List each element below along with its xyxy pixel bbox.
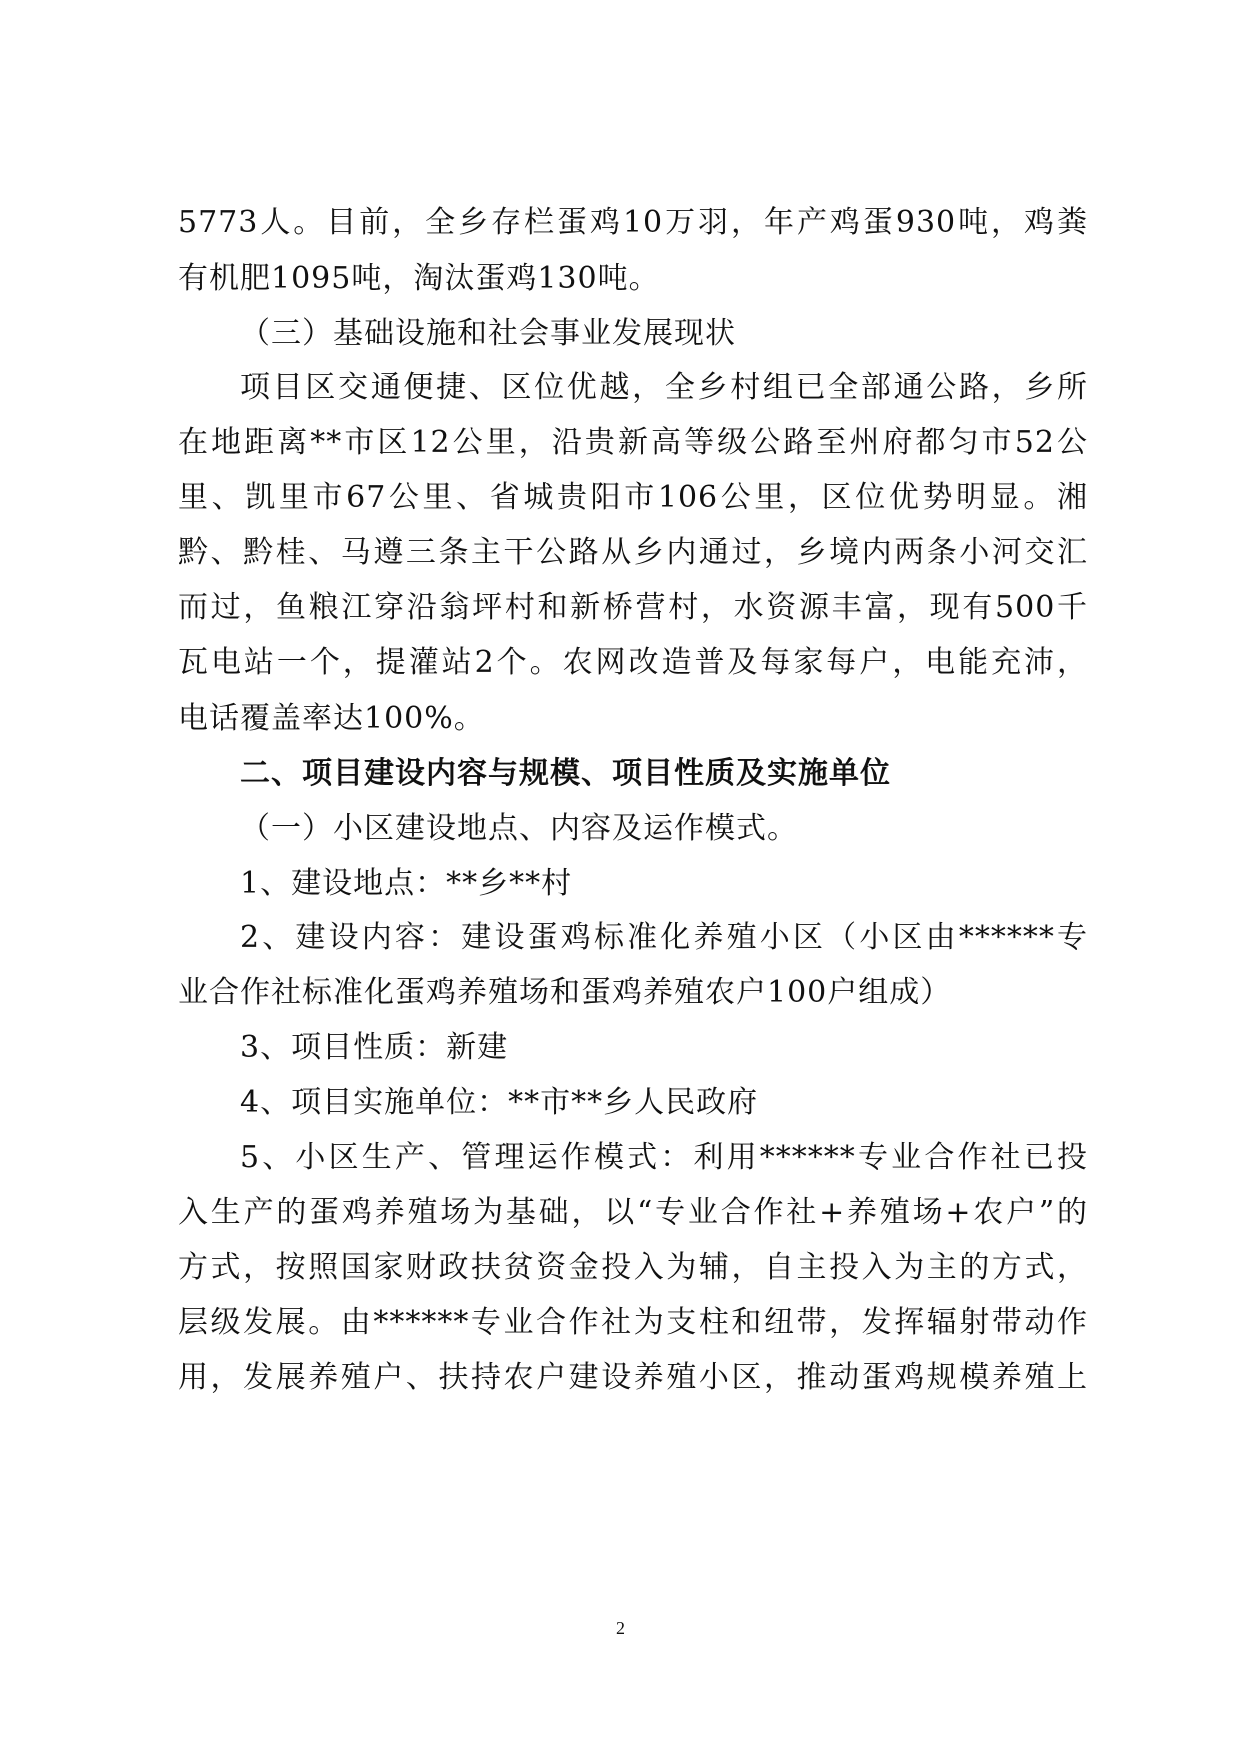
page-number: 2 [616,1618,625,1638]
body-text-line: 瓦电站一个，提灌站2个。农网改造普及每家每户，电能充沛， [178,645,1088,680]
body-text-line: 在地距离**市区12公里，沿贵新高等级公路至州府都匀市52公 [178,425,1088,460]
body-text-line: 5773人。目前，全乡存栏蛋鸡10万羽，年产鸡蛋930吨，鸡粪 [178,205,1088,240]
body-text-line: 方式，按照国家财政扶贫资金投入为辅，自主投入为主的方式， [178,1250,1088,1285]
list-item: 4、项目实施单位：**市**乡人民政府 [240,1085,759,1120]
body-text-line: 层级发展。由******专业合作社为支柱和纽带，发挥辐射带动作 [178,1305,1088,1340]
body-text-line: 项目区交通便捷、区位优越，全乡村组已全部通公路，乡所 [240,370,1088,405]
list-item: 5、小区生产、管理运作模式：利用******专业合作社已投 [240,1140,1088,1175]
section-heading: （一）小区建设地点、内容及运作模式。 [240,811,798,846]
body-text-line: 有机肥1095吨，淘汰蛋鸡130吨。 [178,261,660,296]
body-text-line: 而过，鱼粮江穿沿翁坪村和新桥营村，水资源丰富，现有500千 [178,590,1088,625]
list-item: 3、项目性质：新建 [240,1030,509,1065]
body-text-line: 用，发展养殖户、扶持农户建设养殖小区，推动蛋鸡规模养殖上 [178,1360,1088,1395]
body-text-line: 入生产的蛋鸡养殖场为基础，以“专业合作社+养殖场+农户”的 [178,1195,1088,1230]
list-item: 1、建设地点：**乡**村 [240,866,573,901]
body-text-line: 电话覆盖率达100%。 [178,701,485,736]
body-text-line: 业合作社标准化蛋鸡养殖场和蛋鸡养殖农户100户组成） [178,975,952,1010]
body-text-line: 黔、黔桂、马遵三条主干公路从乡内通过，乡境内两条小河交汇 [178,535,1088,570]
chapter-heading: 二、项目建设内容与规模、项目性质及实施单位 [240,756,891,791]
body-text-line: 里、凯里市67公里、省城贵阳市106公里，区位优势明显。湘 [178,480,1088,515]
list-item: 2、建设内容：建设蛋鸡标准化养殖小区（小区由******专 [240,920,1088,955]
section-heading: （三）基础设施和社会事业发展现状 [240,316,736,351]
